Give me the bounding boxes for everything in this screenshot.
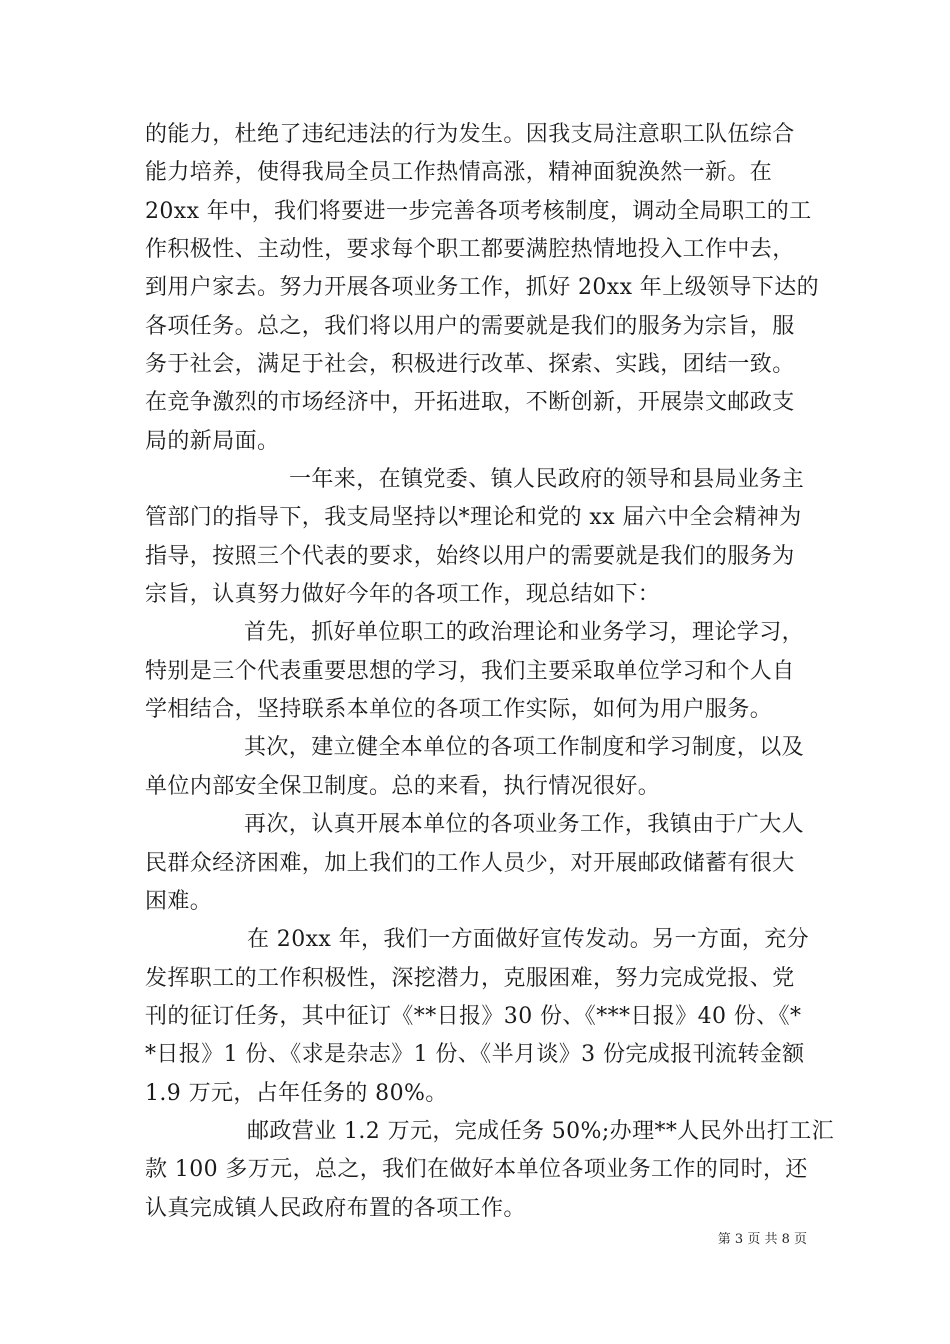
text-line: *日报》1 份、《求是杂志》1 份、《半月谈》3 份完成报刊流转金额 (145, 1042, 805, 1067)
text-line: 务于社会，满足于社会，积极进行改革、探索、实践，团结一致。 (145, 352, 795, 377)
text-line: 各项任务。总之，我们将以用户的需要就是我们的服务为宗旨，服 (145, 314, 795, 339)
text-line: 指导，按照三个代表的要求，始终以用户的需要就是我们的服务为 (145, 544, 795, 569)
text-line: 刊的征订任务，其中征订《**日报》30 份、《***日报》40 份、《* (145, 1004, 802, 1029)
text-line: 到用户家去。努力开展各项业务工作，抓好 20xx 年上级领导下达的 (145, 275, 819, 300)
paragraph-start-line: 首先，抓好单位职工的政治理论和业务学习，理论学习， (244, 620, 805, 645)
paragraph-start-line: 在 20xx 年，我们一方面做好宣传发动。另一方面，充分 (247, 927, 809, 952)
text-line: 困难。 (145, 889, 213, 914)
paragraph-start-line: 邮政营业 1.2 万元，完成任务 50%;办理**人民外出打工汇 (247, 1119, 835, 1144)
text-line: 学相结合，坚持联系本单位的各项工作实际，如何为用户服务。 (145, 697, 773, 722)
text-line: 在竞争激烈的市场经济中，开拓进取，不断创新，开展崇文邮政支 (145, 390, 795, 415)
text-line: 1.9 万元，占年任务的 80%。 (145, 1081, 448, 1106)
text-line: 认真完成镇人民政府布置的各项工作。 (145, 1196, 526, 1221)
text-line: 民群众经济困难，加上我们的工作人员少，对开展邮政储蓄有很大 (145, 851, 795, 876)
paragraph-start-line: 其次，建立健全本单位的各项工作制度和学习制度，以及 (244, 735, 805, 760)
paragraph-start-line: 再次，认真开展本单位的各项业务工作，我镇由于广大人 (244, 812, 805, 837)
text-line: 发挥职工的工作积极性，深挖潜力，克服困难，努力完成党报、党 (145, 966, 795, 991)
text-line: 局的新局面。 (145, 429, 280, 454)
text-line: 能力培养，使得我局全员工作热情高涨，精神面貌涣然一新。在 (145, 160, 773, 185)
text-line: 作积极性、主动性，要求每个职工都要满腔热情地投入工作中去， (145, 237, 795, 262)
text-line: 款 100 多万元，总之，我们在做好本单位各项业务工作的同时，还 (145, 1157, 808, 1182)
paragraph-start-line: 一年来，在镇党委、镇人民政府的领导和县局业务主 (289, 467, 805, 492)
text-line: 单位内部安全保卫制度。总的来看，执行情况很好。 (145, 774, 661, 799)
text-line: 20xx 年中，我们将要进一步完善各项考核制度，调动全局职工的工 (145, 199, 812, 224)
text-line: 管部门的指导下，我支局坚持以*理论和党的 xx 届六中全会精神为 (145, 505, 802, 530)
text-line: 宗旨，认真努力做好今年的各项工作，现总结如下： (145, 582, 661, 607)
text-line: 的能力，杜绝了违纪违法的行为发生。因我支局注意职工队伍综合 (145, 122, 795, 147)
page-number: 第 3 页 共 8 页 (717, 1232, 807, 1247)
text-line: 特别是三个代表重要思想的学习，我们主要采取单位学习和个人自 (145, 659, 795, 684)
